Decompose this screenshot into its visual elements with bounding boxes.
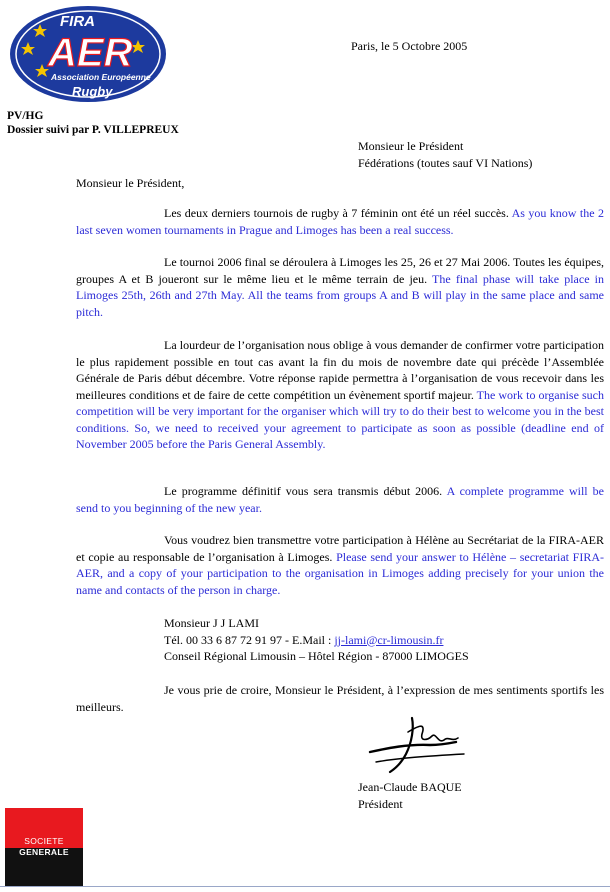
logo-aer-text: AER — [48, 31, 133, 75]
reference-followup: Dossier suivi par P. VILLEPREUX — [7, 124, 179, 136]
contact-phone: Tél. 00 33 6 87 72 91 97 - E.Mail : — [164, 632, 335, 647]
footer-divider — [0, 886, 610, 887]
paragraph-2-french: Le tournoi 2006 final se déroulera à Limoges les 25, 26 et 27 Mai 2006. Toutes les équipes, groupes A et B joueront sur le même lieu et le même terrain de jeu. — [76, 255, 604, 286]
contact-name: Monsieur J J LAMI — [164, 616, 259, 630]
logo-rugby-text: Rugby — [72, 84, 113, 99]
recipient-block — [358, 138, 532, 171]
paragraph-4 — [76, 483, 604, 516]
signer-name: Jean-Claude BAQUE — [358, 780, 462, 794]
contact-address: Conseil Régional Limousin – Hôtel Région - 87000 LIMOGES — [164, 649, 469, 663]
recipient-organisation: Fédérations (toutes sauf VI Nations) — [358, 155, 533, 170]
salutation: Monsieur le Président, — [76, 176, 185, 190]
paragraph-4-english: A complete programme will be send to you beginning of the new year. — [76, 484, 604, 515]
recipient-name: Monsieur le Président — [358, 139, 464, 153]
paragraph-2-english: The final phase will take place in Limoges 25th, 26th and 27th May. All the teams from groups A and B will play in the same place and same pitch. — [76, 271, 604, 319]
signer-block — [358, 779, 462, 812]
contact-block — [164, 615, 469, 665]
paragraph-3-english: The work to organise such competition will be very important for the organiser which will try to do their best to welcome you in the best conditions. So, we need to received your agreement to participate as soon as possible (deadline end of November 2005 before the Paris General Assembly. — [76, 387, 604, 451]
letter-reference — [7, 109, 179, 137]
reference-initials: PV/HG — [7, 110, 44, 122]
handwritten-signature — [368, 714, 478, 776]
paragraph-5 — [76, 532, 604, 598]
paragraph-3 — [76, 337, 604, 453]
paragraph-2 — [76, 254, 604, 320]
societe-generale-logo — [5, 808, 83, 886]
paragraph-3-french: La lourdeur de l’organisation nous oblige à vous demander de confirmer votre participation le plus rapidement possible en tout cas avant la fin du mois de novembre date qui précède l’Assemblée Générale de Paris début décembre. Votre réponse rapide permettra à l’organisation de vous recevoir dans les meilleures conditions et de faire de cette compétition un évènement sportif majeur. — [76, 338, 604, 402]
logo-fira-text: FIRA — [60, 13, 95, 30]
paragraph-1-french: Les deux derniers tournois de rugby à 7 féminin ont été un réel succès. — [164, 206, 509, 220]
paragraph-5-english: Please send your answer to Hélène – secretariat FIRA-AER, and a copy of your participation to the organisation in Limoges adding precisely for your union the name and contacts of the person in charge. — [76, 549, 604, 597]
letter-date: Paris, le 5 Octobre 2005 — [351, 39, 468, 53]
signer-title: Président — [358, 796, 403, 811]
contact-email-link[interactable]: jj-lami@cr-limousin.fr — [334, 632, 444, 647]
closing-paragraph: Je vous prie de croire, Monsieur le Président, à l’expression de mes sentiments sportifs les meilleurs. — [76, 683, 604, 714]
sg-logo-line1: SOCIETE — [24, 836, 64, 846]
paragraph-5-french: Vous voudrez bien transmettre votre participation à Hélène au Secrétariat de la FIRA-AER et copie au responsable de l’organisation à Limoges. — [76, 533, 604, 564]
fira-aer-logo — [8, 4, 168, 104]
paragraph-1 — [76, 205, 604, 238]
contact-phone-line — [164, 632, 469, 649]
paragraph-1-english: As you know the 2 last seven women tournaments in Prague and Limoges has been a real success. — [76, 206, 604, 237]
sg-logo-line2: GENERALE — [19, 847, 69, 857]
logo-association-text: Association Européenne — [51, 72, 151, 82]
paragraph-4-french: Le programme définitif vous sera transmis début 2006. — [164, 484, 443, 498]
